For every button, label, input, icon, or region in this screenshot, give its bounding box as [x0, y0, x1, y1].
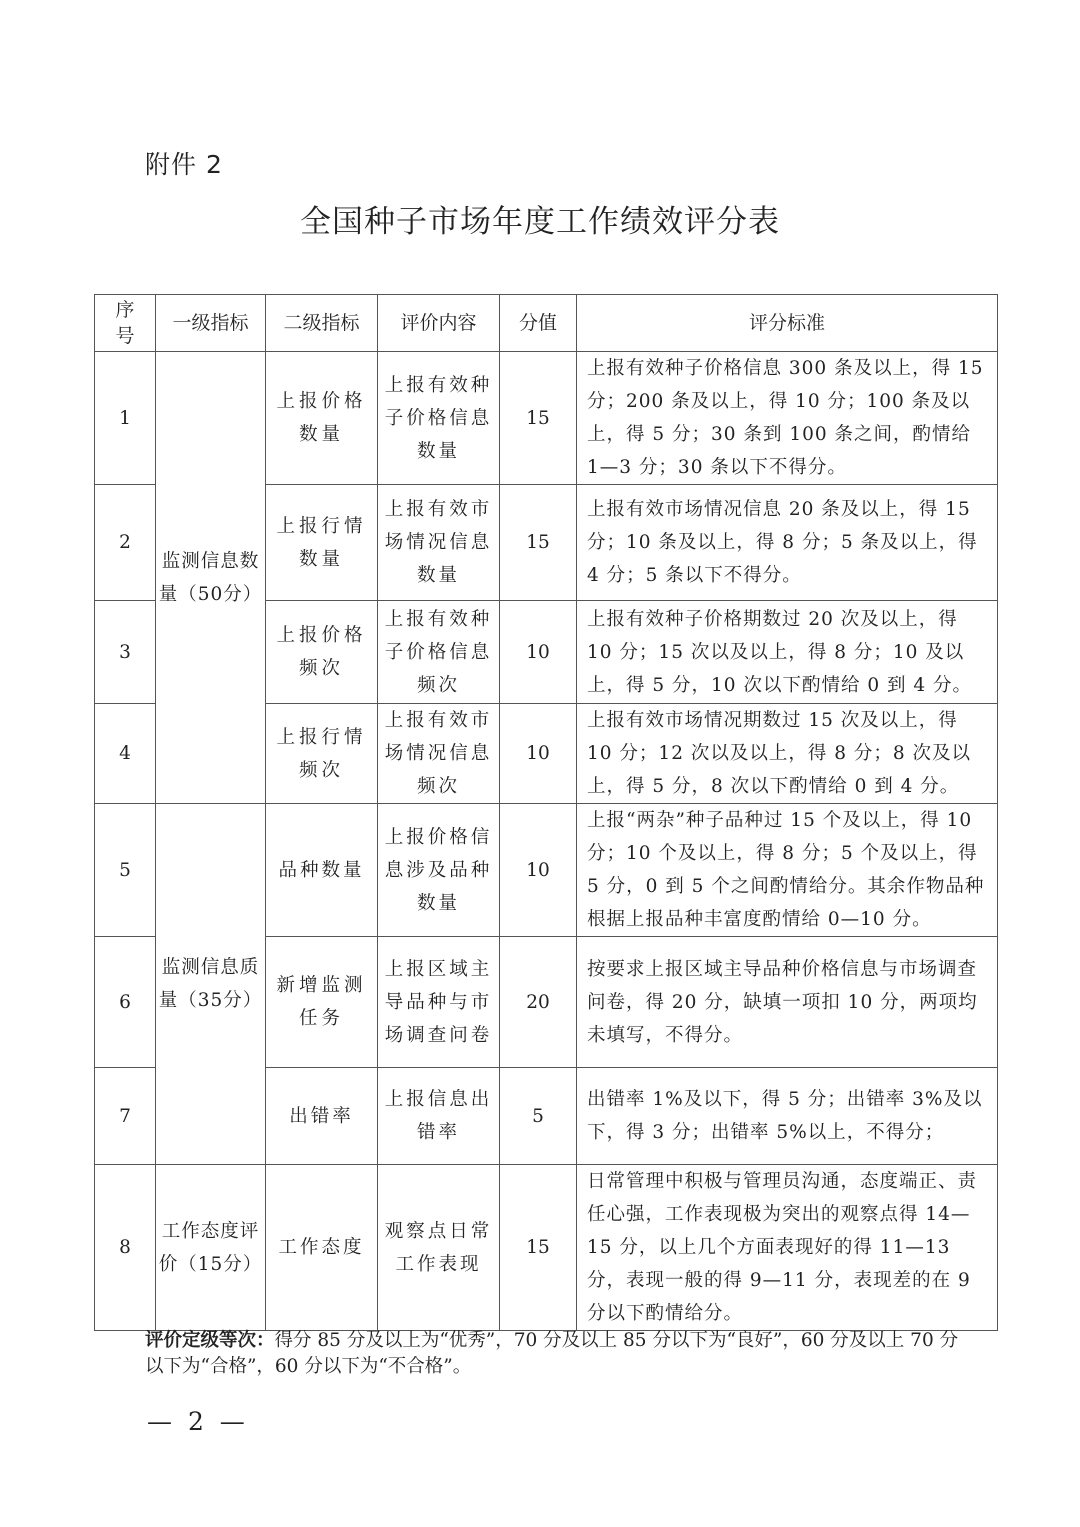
level1-attitude: 工作态度评价（15分） — [156, 1165, 266, 1331]
criteria-text: 上报有效种子价格信息 300 条及以上，得 15 分；200 条及以上，得 10 分；100 条及以上，得 5 分；30 条到 100 条之间，酌情给 1—3 分；30 条以下不得分。 — [577, 352, 998, 485]
row-no: 6 — [95, 937, 156, 1068]
score-value: 10 — [500, 804, 577, 937]
evaluation-content: 上报价格信息涉及品种数量 — [378, 804, 500, 937]
col-header-content: 评价内容 — [378, 295, 500, 352]
table-row — [95, 804, 998, 937]
score-value: 15 — [500, 1165, 577, 1331]
row-no: 5 — [95, 804, 156, 937]
level2-indicator: 品种数量 — [266, 804, 378, 937]
level2-indicator: 上报价格频次 — [266, 601, 378, 704]
criteria-text: 日常管理中积极与管理员沟通，态度端正、责任心强，工作表现极为突出的观察点得 14—15 分，以上几个方面表现好的得 11—13 分，表现一般的得 9—11 分，表现差的在 9 分以下酌情给分。 — [577, 1165, 998, 1331]
row-no: 1 — [95, 352, 156, 485]
footnote-text: 得分 85 分及以上为“优秀”，70 分及以上 85 分以下为“良好”，60 分及以上 70 分以下为“合格”，60 分以下为“不合格”。 — [145, 1330, 959, 1377]
row-no: 4 — [95, 704, 156, 804]
level1-quantity: 监测信息数量（50分） — [156, 352, 266, 804]
score-value: 10 — [500, 704, 577, 804]
score-value: 10 — [500, 601, 577, 704]
evaluation-content: 观察点日常工作表现 — [378, 1165, 500, 1331]
table-header-row — [95, 295, 998, 352]
row-no: 2 — [95, 485, 156, 601]
col-header-score: 分值 — [500, 295, 577, 352]
page-number: — 2 — — [147, 1407, 249, 1436]
evaluation-content: 上报有效种子价格信息数量 — [378, 352, 500, 485]
score-value: 20 — [500, 937, 577, 1068]
evaluation-content: 上报区域主导品种与市场调查问卷 — [378, 937, 500, 1068]
level2-indicator: 上报行情频次 — [266, 704, 378, 804]
evaluation-content: 上报有效市场情况信息频次 — [378, 704, 500, 804]
score-value: 5 — [500, 1068, 577, 1165]
criteria-text: 按要求上报区域主导品种价格信息与市场调查问卷，得 20 分，缺填一项扣 10 分，两项均未填写，不得分。 — [577, 937, 998, 1068]
rating-footnote — [145, 1328, 965, 1380]
criteria-text: 上报有效市场情况信息 20 条及以上，得 15 分；10 条及以上，得 8 分；5 条及以上，得 4 分；5 条以下不得分。 — [577, 485, 998, 601]
row-no: 8 — [95, 1165, 156, 1331]
score-value: 15 — [500, 352, 577, 485]
criteria-text: 出错率 1%及以下，得 5 分；出错率 3%及以下，得 3 分；出错率 5%以上，不得分； — [577, 1068, 998, 1165]
level2-indicator: 上报价格数量 — [266, 352, 378, 485]
row-no: 7 — [95, 1068, 156, 1165]
level1-quality: 监测信息质量（35分） — [156, 804, 266, 1165]
footnote-label: 评价定级等次： — [145, 1330, 275, 1351]
table-row — [95, 352, 998, 485]
level2-indicator: 新增监测任务 — [266, 937, 378, 1068]
criteria-text: 上报“两杂”种子品种过 15 个及以上，得 10 分；10 个及以上，得 8 分；5 个及以上，得 5 分，0 到 5 个之间酌情给分。其余作物品种根据上报品种丰富度酌情给 0—10 分。 — [577, 804, 998, 937]
evaluation-content: 上报信息出错率 — [378, 1068, 500, 1165]
row-no: 3 — [95, 601, 156, 704]
evaluation-content: 上报有效种子价格信息频次 — [378, 601, 500, 704]
attachment-label: 附件 2 — [145, 150, 223, 179]
page-title: 全国种子市场年度工作绩效评分表 — [300, 204, 780, 240]
score-table — [94, 294, 998, 1331]
table-row — [95, 1165, 998, 1331]
level2-indicator: 工作态度 — [266, 1165, 378, 1331]
score-value: 15 — [500, 485, 577, 601]
col-header-criteria: 评分标准 — [577, 295, 998, 352]
criteria-text: 上报有效种子价格期数过 20 次及以上，得 10 分；15 次以及以上，得 8 分；10 及以上，得 5 分，10 次以下酌情给 0 到 4 分。 — [577, 601, 998, 704]
col-header-level2: 二级指标 — [266, 295, 378, 352]
col-header-level1: 一级指标 — [156, 295, 266, 352]
evaluation-content: 上报有效市场情况信息数量 — [378, 485, 500, 601]
level2-indicator: 上报行情数量 — [266, 485, 378, 601]
col-header-no: 序号 — [95, 295, 156, 352]
criteria-text: 上报有效市场情况期数过 15 次及以上，得 10 分；12 次以及以上，得 8 分；8 次及以上，得 5 分，8 次以下酌情给 0 到 4 分。 — [577, 704, 998, 804]
level2-indicator: 出错率 — [266, 1068, 378, 1165]
